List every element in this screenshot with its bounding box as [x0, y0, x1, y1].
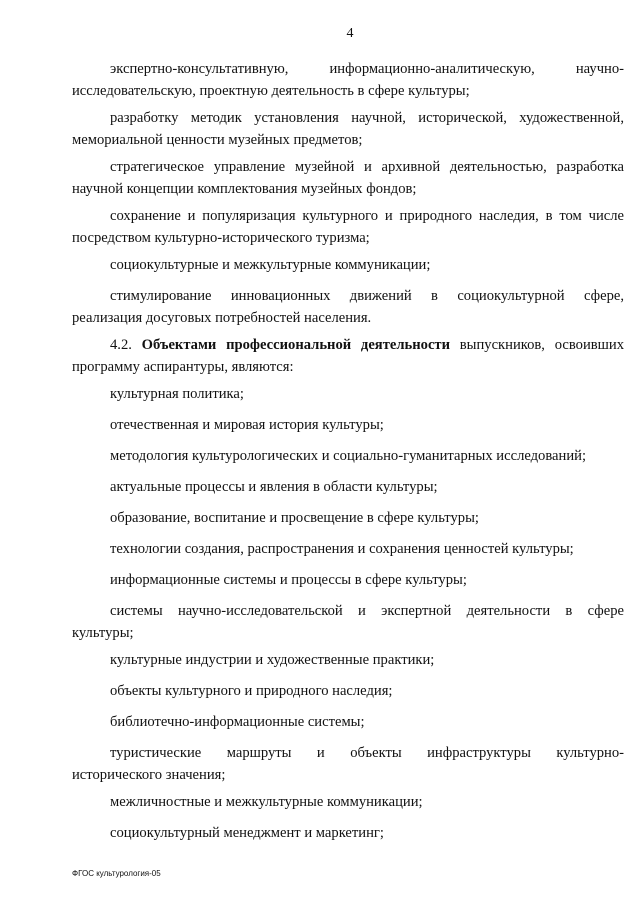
list-item	[72, 742, 624, 786]
list-item-line: разработку методик установления научной, исторической, художественной,	[110, 110, 624, 126]
list-item: социокультурный менеджмент и маркетинг;	[110, 825, 384, 841]
footer-label: ФГОС культурология-05	[72, 869, 161, 878]
list-item	[72, 107, 624, 151]
section-text: выпускников, освоивших	[459, 337, 624, 353]
list-item: культурная политика;	[110, 386, 244, 402]
list-item: отечественная и мировая история культуры;	[110, 417, 384, 433]
document-body	[72, 58, 624, 853]
list-item	[72, 205, 624, 249]
list-item: методология культурологических и социально-гуманитарных исследований;	[110, 448, 587, 464]
list-item-line: мемориальной ценности музейных предметов;	[72, 132, 363, 148]
section-number: 4.2.	[110, 337, 132, 353]
list-item: библиотечно-информационные системы;	[110, 714, 365, 730]
list-item	[72, 156, 624, 200]
list-item-line: исследовательскую, проектную деятельность в сфере культуры;	[72, 83, 470, 99]
list-item-line: посредством культурно-исторического туризма;	[72, 230, 370, 246]
list-item-line: культуры;	[72, 625, 134, 641]
section-heading: Объектами профессиональной деятельности	[141, 337, 451, 353]
list-item: образование, воспитание и просвещение в сфере культуры;	[110, 510, 479, 526]
list-item-line: научной концепции комплектования музейных фондов;	[72, 181, 417, 197]
list-item	[72, 58, 624, 102]
list-item: технологии создания, распространения и сохранения ценностей культуры;	[110, 541, 574, 557]
list-item: объекты культурного и природного наследия;	[110, 683, 393, 699]
section-paragraph	[72, 334, 624, 378]
list-item-line: туристические маршруты и объекты инфраструктуры культурно-	[110, 745, 624, 761]
list-item-line: экспертно-консультативную, информационно-аналитическую, научно-	[110, 61, 624, 77]
page-number: 4	[346, 26, 354, 41]
list-item-line: стимулирование инновационных движений в социокультурной сфере,	[110, 288, 624, 304]
list-item-line: исторического значения;	[72, 767, 226, 783]
section-first-line	[72, 334, 624, 356]
section-second-line: программу аспирантуры, являются:	[72, 359, 294, 375]
list-item	[72, 285, 624, 329]
list-item-line: сохранение и популяризация культурного и природного наследия, в том числе	[110, 208, 624, 224]
list-item: межличностные и межкультурные коммуникации;	[110, 794, 423, 810]
list-item-line: стратегическое управление музейной и архивной деятельностью, разработка	[110, 159, 624, 175]
list-item: информационные системы и процессы в сфере культуры;	[110, 572, 467, 588]
list-item: актуальные процессы и явления в области культуры;	[110, 479, 438, 495]
list-item: социокультурные и межкультурные коммуникации;	[110, 257, 431, 273]
list-item-line: системы научно-исследовательской и экспертной деятельности в сфере	[110, 603, 624, 619]
list-item-line: реализация досуговых потребностей населения.	[72, 310, 372, 326]
list-item	[72, 600, 624, 644]
list-item: культурные индустрии и художественные практики;	[110, 652, 435, 668]
